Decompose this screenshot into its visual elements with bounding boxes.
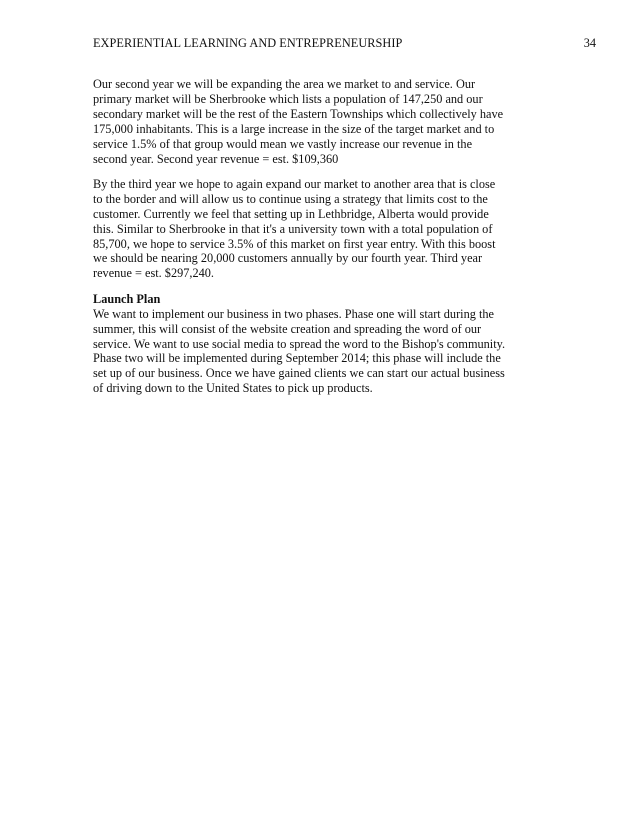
text-line: service 1.5% of that group would mean we vastly increase our revenue in the xyxy=(93,136,473,151)
text-line: this. Similar to Sherbrooke in that it's a university town with a total population of xyxy=(93,221,493,236)
text-line: We want to implement our business in two phases. Phase one will start during the xyxy=(93,306,494,321)
text-line: we should be nearing 20,000 customers annually by our fourth year. Third year xyxy=(93,251,483,266)
text-line: set up of our business. Once we have gained clients we can start our actual business xyxy=(93,366,505,381)
text-line: Phase two will be implemented during September 2014; this phase will include the xyxy=(93,351,501,366)
text-line: customer. Currently we feel that setting up in Lethbridge, Alberta would provide xyxy=(93,206,489,221)
section-launch-plan xyxy=(93,292,548,396)
text-line: revenue = est. $297,240. xyxy=(93,266,214,281)
section-heading: Launch Plan xyxy=(93,291,161,306)
text-line: service. We want to use social media to spread the word to the Bishop's community. xyxy=(93,336,506,351)
text-line: to the border and will allow us to continue using a strategy that limits cost to the xyxy=(93,191,488,206)
paragraph-third-year xyxy=(93,177,548,281)
text-line: secondary market will be the rest of the Eastern Townships which collectively have xyxy=(93,106,504,121)
running-head: EXPERIENTIAL LEARNING AND ENTREPRENEURSHIP xyxy=(93,36,403,50)
paragraph-second-year xyxy=(93,77,548,166)
text-line: Our second year we will be expanding the area we market to and service. Our xyxy=(93,77,476,91)
text-line: second year. Second year revenue = est. $109,360 xyxy=(93,151,339,166)
text-line: 85,700, we hope to service 3.5% of this market on first year entry. With this boost xyxy=(93,236,496,251)
text-line: 175,000 inhabitants. This is a large increase in the size of the target market and to xyxy=(93,121,495,136)
text-line: primary market will be Sherbrooke which lists a population of 147,250 and our xyxy=(93,91,483,106)
body-text xyxy=(93,77,548,396)
page-number: 34 xyxy=(583,36,596,50)
text-line: summer, this will consist of the website creation and spreading the word of our xyxy=(93,321,482,336)
text-line: By the third year we hope to again expand our market to another area that is close xyxy=(93,176,496,191)
text-line: of driving down to the United States to pick up products. xyxy=(93,381,373,396)
